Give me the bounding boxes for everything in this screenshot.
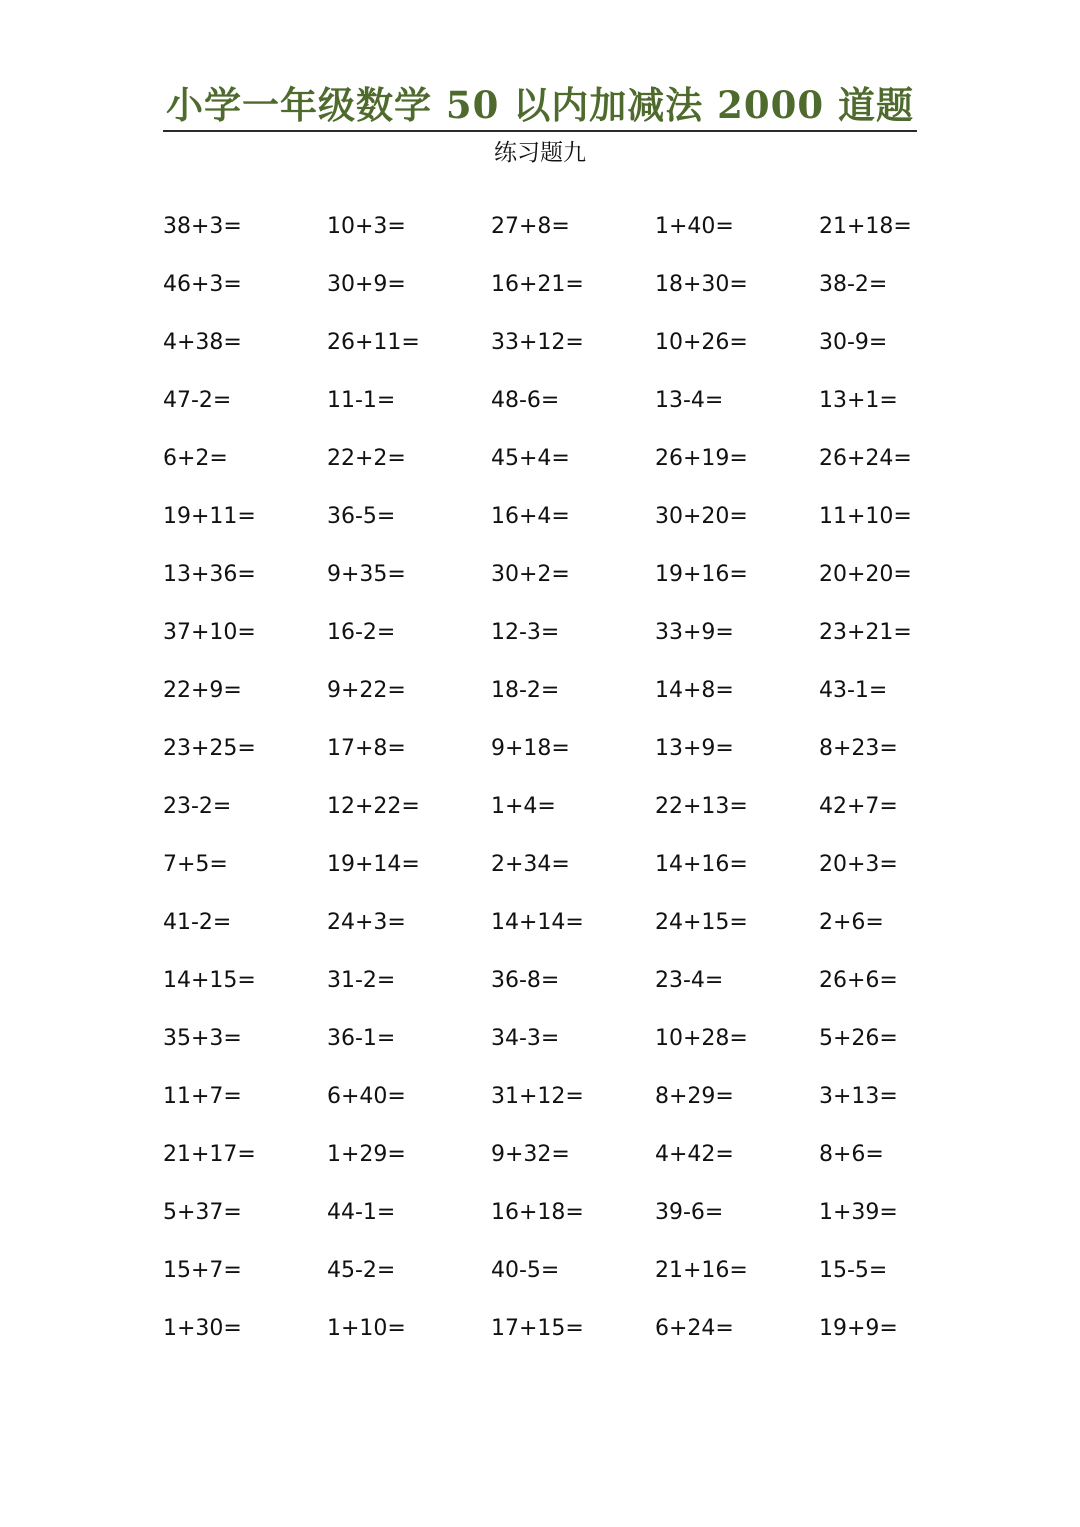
math-problem: 21+17=: [163, 1142, 256, 1167]
problem-row: [163, 778, 983, 836]
math-problem: 18+30=: [655, 272, 748, 297]
math-problem: 20+3=: [819, 852, 898, 877]
math-problem: 30-9=: [819, 330, 888, 355]
math-problem: 24+15=: [655, 910, 748, 935]
problem-row: [163, 198, 983, 256]
math-problem: 14+8=: [655, 678, 734, 703]
math-problem: 1+10=: [327, 1316, 406, 1341]
math-problem: 40-5=: [491, 1258, 560, 1283]
math-problem: 44-1=: [327, 1200, 396, 1225]
math-problem: 16-2=: [327, 620, 396, 645]
math-problem: 2+6=: [819, 910, 884, 935]
math-problem: 23+25=: [163, 736, 256, 761]
math-problem: 39-6=: [655, 1200, 724, 1225]
math-problem: 1+39=: [819, 1200, 898, 1225]
math-problem: 13+36=: [163, 562, 256, 587]
math-problem: 17+15=: [491, 1316, 584, 1341]
problem-row: [163, 314, 983, 372]
math-problem: 8+6=: [819, 1142, 884, 1167]
math-problem: 10+26=: [655, 330, 748, 355]
math-problem: 24+3=: [327, 910, 406, 935]
math-problem: 23+21=: [819, 620, 912, 645]
math-problem: 48-6=: [491, 388, 560, 413]
problem-row: [163, 662, 983, 720]
title-underline: [163, 130, 917, 132]
math-problem: 4+42=: [655, 1142, 734, 1167]
math-problem: 38-2=: [819, 272, 888, 297]
math-problem: 11-1=: [327, 388, 396, 413]
math-problem: 26+19=: [655, 446, 748, 471]
math-problem: 2+34=: [491, 852, 570, 877]
math-problem: 8+29=: [655, 1084, 734, 1109]
math-problem: 42+7=: [819, 794, 898, 819]
math-problem: 1+29=: [327, 1142, 406, 1167]
math-problem: 1+30=: [163, 1316, 242, 1341]
problem-row: [163, 1126, 983, 1184]
math-problem: 16+18=: [491, 1200, 584, 1225]
problem-row: [163, 546, 983, 604]
math-problem: 12+22=: [327, 794, 420, 819]
math-problem: 30+9=: [327, 272, 406, 297]
math-problem: 33+12=: [491, 330, 584, 355]
math-problem: 9+22=: [327, 678, 406, 703]
math-problem: 26+11=: [327, 330, 420, 355]
math-problem: 26+24=: [819, 446, 912, 471]
math-problem: 23-2=: [163, 794, 232, 819]
page-title: 小学一年级数学 50 以内加减法 2000 道题: [166, 83, 914, 127]
problem-row: [163, 1068, 983, 1126]
math-problem: 16+21=: [491, 272, 584, 297]
problem-row: [163, 604, 983, 662]
math-problem: 4+38=: [163, 330, 242, 355]
math-problem: 6+2=: [163, 446, 228, 471]
problem-row: [163, 256, 983, 314]
math-problem: 45+4=: [491, 446, 570, 471]
problem-row: [163, 372, 983, 430]
math-problem: 1+40=: [655, 214, 734, 239]
math-problem: 22+9=: [163, 678, 242, 703]
math-problem: 5+26=: [819, 1026, 898, 1051]
math-problem: 3+13=: [819, 1084, 898, 1109]
math-problem: 6+40=: [327, 1084, 406, 1109]
math-problem: 10+28=: [655, 1026, 748, 1051]
math-problem: 13+9=: [655, 736, 734, 761]
math-problem: 13-4=: [655, 388, 724, 413]
math-problem: 21+16=: [655, 1258, 748, 1283]
math-problem: 15+7=: [163, 1258, 242, 1283]
problem-row: [163, 488, 983, 546]
problem-row: [163, 1184, 983, 1242]
math-problem: 27+8=: [491, 214, 570, 239]
problem-grid: [163, 198, 983, 1358]
problem-row: [163, 1010, 983, 1068]
problem-row: [163, 894, 983, 952]
math-problem: 36-1=: [327, 1026, 396, 1051]
math-problem: 31-2=: [327, 968, 396, 993]
math-problem: 10+3=: [327, 214, 406, 239]
problem-row: [163, 720, 983, 778]
math-problem: 47-2=: [163, 388, 232, 413]
math-problem: 19+14=: [327, 852, 420, 877]
math-problem: 13+1=: [819, 388, 898, 413]
math-problem: 30+2=: [491, 562, 570, 587]
math-problem: 31+12=: [491, 1084, 584, 1109]
math-problem: 9+18=: [491, 736, 570, 761]
problem-row: [163, 952, 983, 1010]
math-problem: 22+2=: [327, 446, 406, 471]
math-problem: 19+11=: [163, 504, 256, 529]
math-problem: 38+3=: [163, 214, 242, 239]
math-problem: 6+24=: [655, 1316, 734, 1341]
math-problem: 43-1=: [819, 678, 888, 703]
math-problem: 1+4=: [491, 794, 556, 819]
math-problem: 11+10=: [819, 504, 912, 529]
math-problem: 37+10=: [163, 620, 256, 645]
math-problem: 5+37=: [163, 1200, 242, 1225]
math-problem: 17+8=: [327, 736, 406, 761]
problem-row: [163, 1300, 983, 1358]
math-problem: 9+32=: [491, 1142, 570, 1167]
math-problem: 14+16=: [655, 852, 748, 877]
math-problem: 36-8=: [491, 968, 560, 993]
math-problem: 33+9=: [655, 620, 734, 645]
math-problem: 19+16=: [655, 562, 748, 587]
math-problem: 45-2=: [327, 1258, 396, 1283]
math-problem: 46+3=: [163, 272, 242, 297]
math-problem: 21+18=: [819, 214, 912, 239]
math-problem: 16+4=: [491, 504, 570, 529]
worksheet-subtitle: 练习题九: [494, 140, 586, 166]
math-problem: 35+3=: [163, 1026, 242, 1051]
math-problem: 15-5=: [819, 1258, 888, 1283]
problem-row: [163, 836, 983, 894]
problem-row: [163, 430, 983, 488]
math-problem: 20+20=: [819, 562, 912, 587]
math-problem: 41-2=: [163, 910, 232, 935]
math-problem: 11+7=: [163, 1084, 242, 1109]
math-problem: 14+14=: [491, 910, 584, 935]
math-problem: 18-2=: [491, 678, 560, 703]
math-problem: 9+35=: [327, 562, 406, 587]
math-problem: 36-5=: [327, 504, 396, 529]
math-problem: 8+23=: [819, 736, 898, 761]
math-problem: 22+13=: [655, 794, 748, 819]
problem-row: [163, 1242, 983, 1300]
math-problem: 12-3=: [491, 620, 560, 645]
math-problem: 23-4=: [655, 968, 724, 993]
math-problem: 19+9=: [819, 1316, 898, 1341]
math-problem: 7+5=: [163, 852, 228, 877]
math-problem: 14+15=: [163, 968, 256, 993]
math-problem: 26+6=: [819, 968, 898, 993]
math-problem: 34-3=: [491, 1026, 560, 1051]
math-problem: 30+20=: [655, 504, 748, 529]
